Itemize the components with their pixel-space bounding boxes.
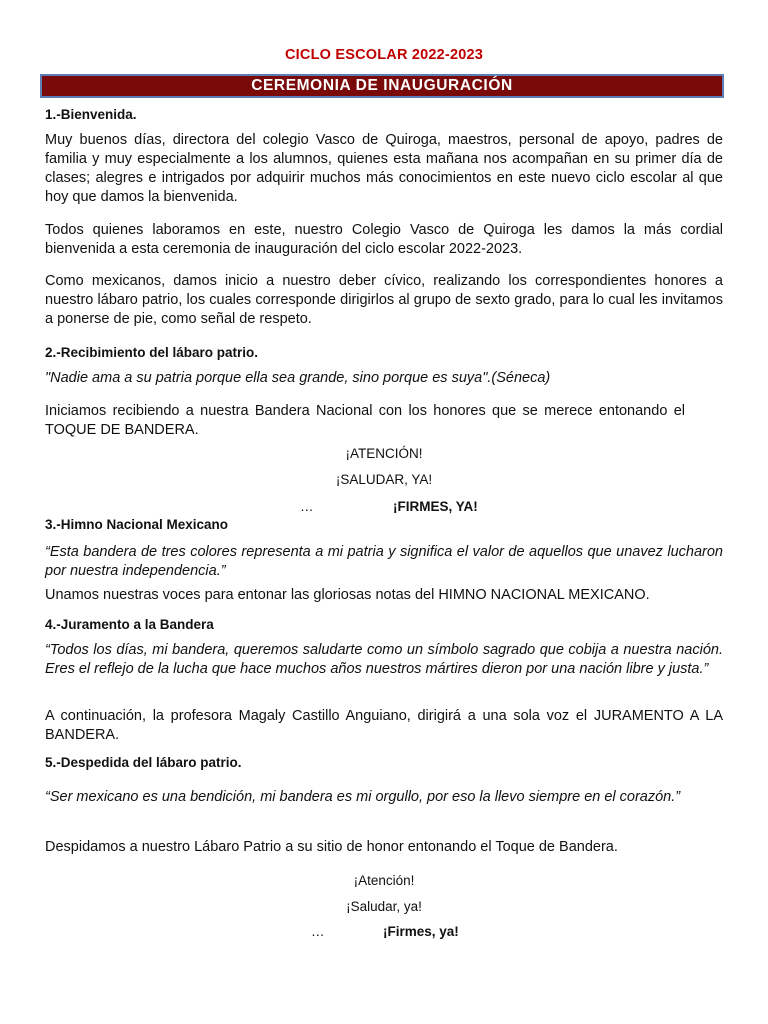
section-2-heading: 2.-Recibimiento del lábaro patrio. [45, 345, 259, 360]
command-saludar-lower: ¡Saludar, ya! [346, 899, 422, 914]
section-1-paragraph-2: Todos quienes laboramos en este, nuestro Colegio Vasco de Quiroga les damos la más cordial bienvenida a esta ceremonia de inauguración del ciclo escolar 2022-2023. [45, 222, 723, 257]
section-4-quote: “Todos los días, mi bandera, queremos saludarte como un símbolo sagrado que cobija a nuestra nación. Eres el reflejo de la lucha que hace muchos años nuestros mártires dieron por una nación libre y justa.” [45, 642, 723, 677]
command-firmes-lower: ¡Firmes, ya! [383, 924, 459, 939]
section-2-quote: "Nadie ama a su patria porque ella sea grande, sino porque es suya".(Séneca) [45, 370, 551, 386]
section-3-heading: 3.-Himno Nacional Mexicano [45, 517, 229, 532]
command-attention: ¡ATENCIÓN! [345, 446, 423, 461]
banner-title: CEREMONIA DE INAUGURACIÓN [251, 77, 513, 94]
command-salute: ¡SALUDAR, YA! [335, 472, 433, 487]
section-3-quote: “Esta bandera de tres colores representa a mi patria y significa el valor de aquellos que unavez lucharon por nuestra independencia.” [45, 544, 723, 579]
ellipsis-lower: … [311, 924, 325, 939]
school-cycle-title: CICLO ESCOLAR 2022-2023 [285, 47, 483, 63]
section-1-paragraph-1: Muy buenos días, directora del colegio Vasco de Quiroga, maestros, personal de apoyo, padres de familia y muy especialmente a los alumnos, quienes esta mañana nos acompañan en su primer día de clases; alegres e intrigados por adquirir muchos más conocimientos en este nuevo ciclo escolar al que hoy que damos la bienvenida. [45, 132, 723, 205]
section-1-heading: 1.-Bienvenida. [45, 107, 137, 122]
section-2-paragraph: Iniciamos recibiendo a nuestra Bandera Nacional con los honores que se merece entonando el TOQUE DE BANDERA. [45, 403, 685, 438]
section-5-paragraph: Despidamos a nuestro Lábaro Patrio a su sitio de honor entonando el Toque de Bandera. [45, 839, 618, 855]
command-firmes: ¡FIRMES, YA! [393, 499, 478, 514]
section-4-heading: 4.-Juramento a la Bandera [45, 617, 214, 632]
command-atencion-lower: ¡Atención! [353, 873, 415, 888]
section-5-heading: 5.-Despedida del lábaro patrio. [45, 755, 242, 770]
section-5-quote: “Ser mexicano es una bendición, mi bandera es mi orgullo, por eso la llevo siempre en el corazón.” [45, 789, 681, 805]
section-1-paragraph-3: Como mexicanos, damos inicio a nuestro deber cívico, realizando los correspondientes honores a nuestro lábaro patrio, los cuales corresponde dirigirlos al grupo de sexto grado, para lo cual les invitamos a ponerse de pie, como señal de respeto. [45, 273, 723, 327]
section-3-paragraph: Unamos nuestras voces para entonar las gloriosas notas del HIMNO NACIONAL MEXICANO. [45, 587, 650, 603]
ellipsis: … [300, 499, 314, 514]
section-4-paragraph: A continuación, la profesora Magaly Castillo Anguiano, dirigirá a una sola voz el JURAMENTO A LA BANDERA. [45, 708, 723, 743]
ceremony-banner [40, 74, 724, 98]
